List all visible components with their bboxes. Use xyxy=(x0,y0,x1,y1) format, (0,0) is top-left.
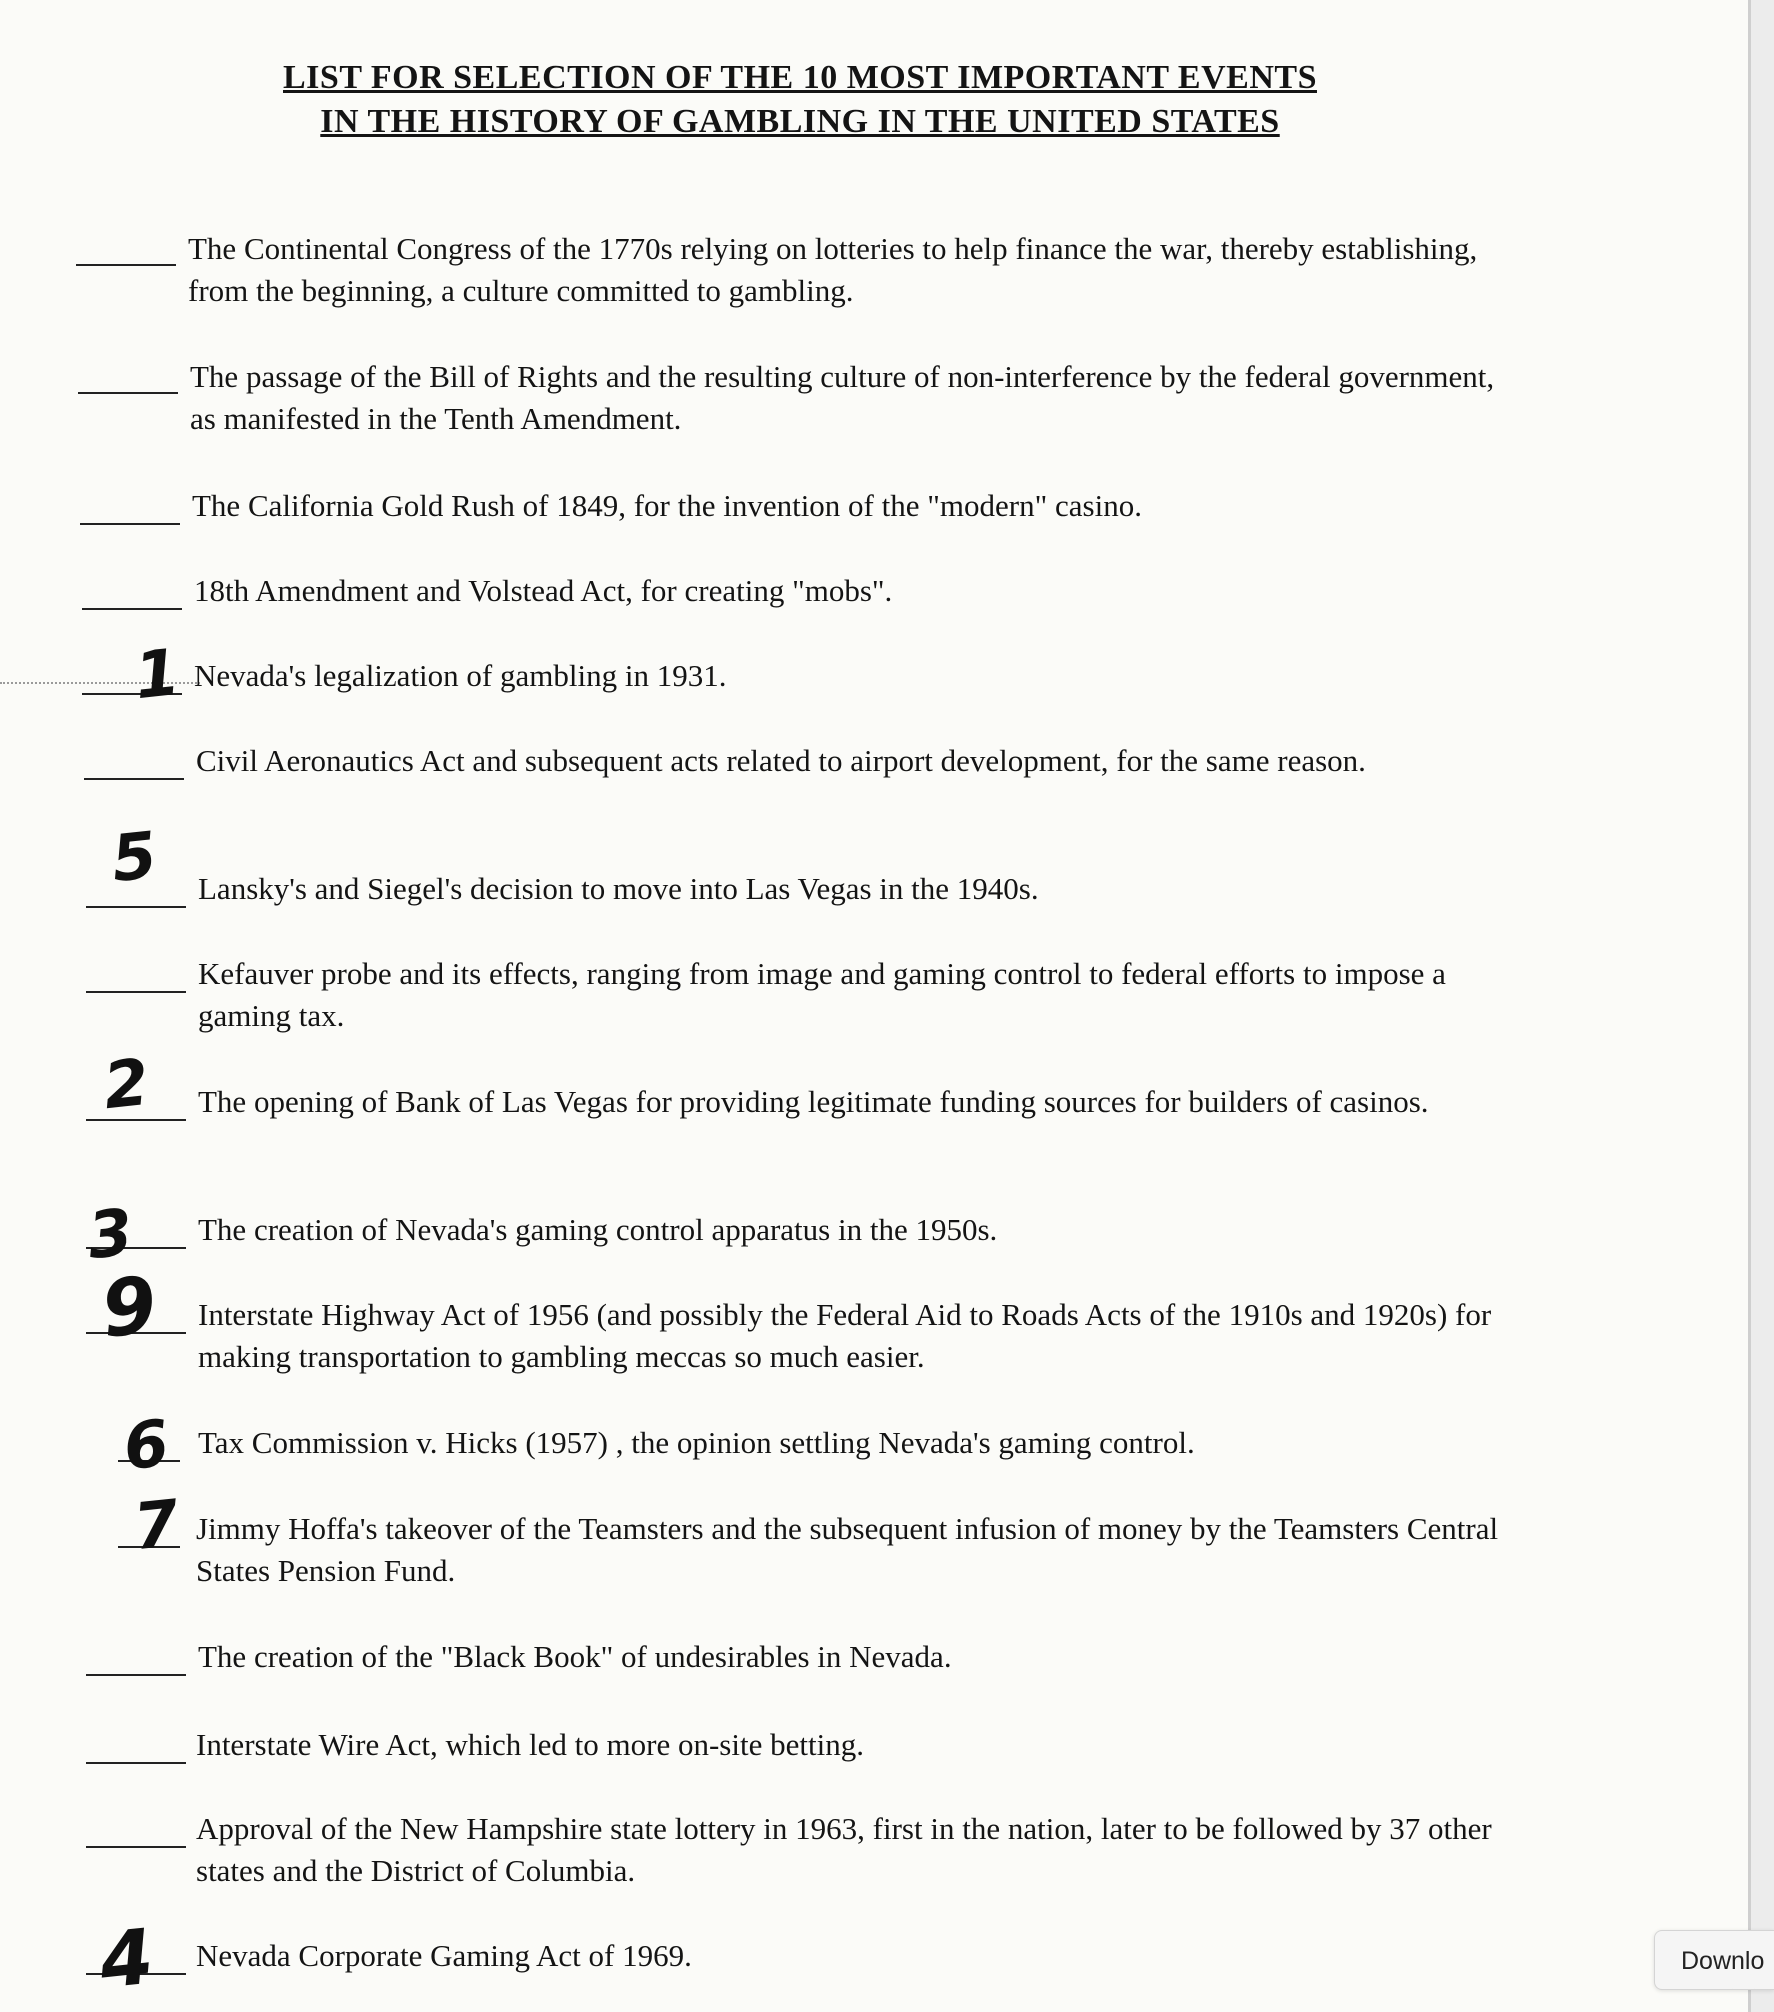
rank-mark: 5 xyxy=(108,818,161,898)
item-text: Lansky's and Siegel's decision to move into Las Vegas in the 1940s. xyxy=(198,871,1039,906)
list-item xyxy=(0,818,1600,958)
download-button[interactable]: Downlo xyxy=(1654,1930,1774,1990)
list-item xyxy=(0,485,1600,575)
rank-mark: 1 xyxy=(131,635,184,715)
item-text: The passage of the Bill of Rights and the resulting culture of non-interference by the federal government, as manifested in the Tenth Amendment. xyxy=(190,359,1495,436)
item-text: The creation of Nevada's gaming control apparatus in the 1950s. xyxy=(198,1212,998,1247)
list-item xyxy=(0,570,1600,660)
rank-mark: 9 xyxy=(97,1260,161,1356)
rank-blank xyxy=(86,906,186,908)
item-text: Nevada's legalization of gambling in 1931. xyxy=(194,658,727,693)
list-item xyxy=(0,1195,1600,1299)
list-item xyxy=(0,228,1600,318)
item-text: Kefauver probe and its effects, ranging from image and gaming control to federal efforts to impose a gaming tax. xyxy=(198,956,1446,1033)
rank-blank xyxy=(86,1674,186,1676)
rank-blank xyxy=(86,1762,186,1764)
list-item xyxy=(0,1406,1600,1512)
item-text: The Continental Congress of the 1770s relying on lotteries to help finance the war, thereby establishing, from the beginning, a culture committed to gambling. xyxy=(188,231,1478,308)
rank-blank xyxy=(84,778,184,780)
list-item xyxy=(0,1260,1600,1384)
list-item xyxy=(0,1486,1600,1598)
title-line-1: LIST FOR SELECTION OF THE 10 MOST IMPORTANT EVENTS xyxy=(283,59,1317,96)
rank-blank xyxy=(86,1846,186,1848)
viewer-margin xyxy=(1751,0,1774,2012)
title-line-2: IN THE HISTORY OF GAMBLING IN THE UNITED STATES xyxy=(320,103,1280,140)
rank-mark: 7 xyxy=(130,1486,183,1566)
rank-blank xyxy=(80,523,180,525)
list-item xyxy=(0,740,1600,830)
list-item xyxy=(0,635,1600,745)
item-text: Interstate Wire Act, which led to more on-site betting. xyxy=(196,1727,864,1762)
document-title xyxy=(0,56,1600,144)
list-item xyxy=(0,1045,1600,1171)
item-text: Approval of the New Hampshire state lottery in 1963, first in the nation, later to be followed by 37 other states and the District of Columbia. xyxy=(196,1811,1492,1888)
item-text: Tax Commission v. Hicks (1957) , the opinion settling Nevada's gaming control. xyxy=(198,1425,1195,1460)
list-item xyxy=(0,1636,1600,1726)
rank-mark: 6 xyxy=(120,1406,173,1486)
rank-blank xyxy=(78,392,178,394)
rank-blank xyxy=(76,264,176,266)
item-text: The opening of Bank of Las Vegas for providing legitimate funding sources for builders of casinos. xyxy=(198,1084,1429,1119)
rank-blank xyxy=(86,991,186,993)
item-text: Jimmy Hoffa's takeover of the Teamsters and the subsequent infusion of money by the Teamsters Central States Pension Fund. xyxy=(196,1511,1499,1588)
item-text: Civil Aeronautics Act and subsequent acts related to airport development, for the same reason. xyxy=(196,743,1366,778)
item-text: 18th Amendment and Volstead Act, for creating "mobs". xyxy=(194,573,893,608)
rank-mark: 4 xyxy=(95,1911,158,2006)
rank-mark: 2 xyxy=(100,1045,153,1125)
item-text: The California Gold Rush of 1849, for the invention of the "modern" casino. xyxy=(192,488,1142,523)
list-item xyxy=(0,953,1600,1043)
item-text: The creation of the "Black Book" of undesirables in Nevada. xyxy=(198,1639,952,1674)
item-text: Nevada Corporate Gaming Act of 1969. xyxy=(196,1938,692,1973)
list-item xyxy=(0,1911,1600,2012)
list-item xyxy=(0,1724,1600,1814)
list-item xyxy=(0,356,1600,446)
item-text: Interstate Highway Act of 1956 (and possibly the Federal Aid to Roads Acts of the 1910s and 1920s) for making transportation to gambling meccas so much easier. xyxy=(198,1297,1492,1374)
rank-mark: 3 xyxy=(84,1195,137,1275)
rank-blank xyxy=(82,608,182,610)
list-item xyxy=(0,1808,1600,1898)
